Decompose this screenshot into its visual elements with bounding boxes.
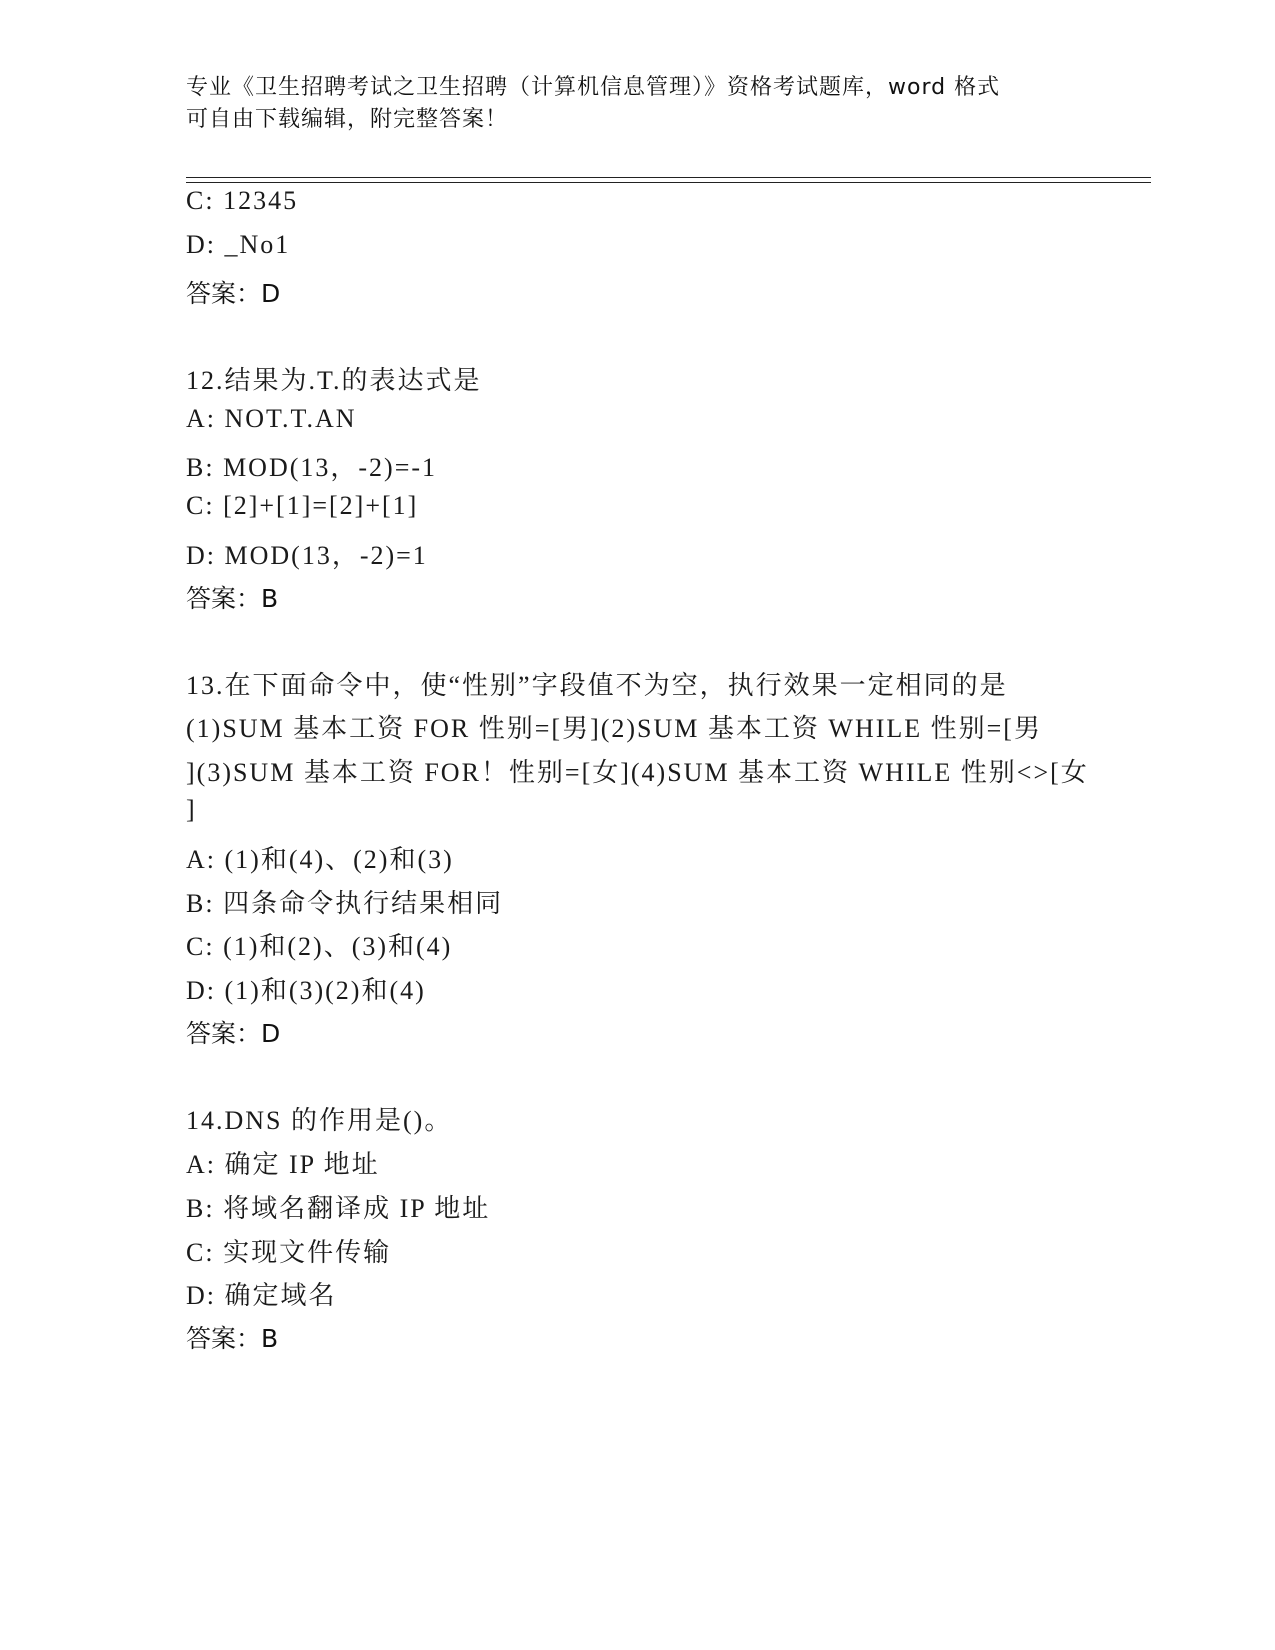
- q12-option-b: B: MOD(13，-2)=-1: [186, 453, 438, 482]
- q12-stem: 12.结果为.T.的表达式是: [186, 366, 482, 395]
- q14-option-c: C: 实现文件传输: [186, 1238, 392, 1267]
- q13-option-b: B: 四条命令执行结果相同: [186, 889, 504, 918]
- q13-option-d: D: (1)和(3)(2)和(4): [186, 976, 426, 1005]
- q14-option-a: A: 确定 IP 地址: [186, 1150, 380, 1179]
- q11-option-d: D: _No1: [186, 230, 291, 259]
- q14-stem: 14.DNS 的作用是()。: [186, 1106, 453, 1135]
- q13-stem-line-2: (1)SUM 基本工资 FOR 性别=[男](2)SUM 基本工资 WHILE 性别=[男: [186, 714, 1042, 743]
- q12-answer: 答案：B: [186, 584, 279, 613]
- q14-answer: 答案：B: [186, 1324, 279, 1353]
- q12-option-c: C: [2]+[1]=[2]+[1]: [186, 491, 419, 520]
- q13-stem-line-1: 13.在下面命令中，使“性别”字段值不为空，执行效果一定相同的是: [186, 671, 1008, 700]
- q14-option-b: B: 将域名翻译成 IP 地址: [186, 1194, 491, 1223]
- header-divider-top: [186, 177, 1151, 178]
- header-title-line-1: 专业《卫生招聘考试之卫生招聘（计算机信息管理）》资格考试题库，word 格式: [186, 75, 1001, 100]
- q13-stem-line-4: ]: [186, 795, 197, 824]
- q11-answer: 答案：D: [186, 279, 281, 308]
- header-divider-bottom: [186, 182, 1151, 183]
- q13-option-a: A: (1)和(4)、(2)和(3): [186, 845, 454, 874]
- document-header: [186, 72, 1086, 136]
- header-title-line-2: 可自由下载编辑，附完整答案！: [186, 107, 509, 132]
- q13-option-c: C: (1)和(2)、(3)和(4): [186, 932, 453, 961]
- q14-option-d: D: 确定域名: [186, 1281, 337, 1310]
- q13-stem-line-3: ](3)SUM 基本工资 FOR！性别=[女](4)SUM 基本工资 WHILE 性别<>[女: [186, 758, 1089, 787]
- q12-option-a: A: NOT.T.AN: [186, 404, 357, 433]
- q13-answer: 答案：D: [186, 1019, 281, 1048]
- q12-option-d: D: MOD(13，-2)=1: [186, 541, 428, 570]
- q11-option-c: C: 12345: [186, 186, 299, 215]
